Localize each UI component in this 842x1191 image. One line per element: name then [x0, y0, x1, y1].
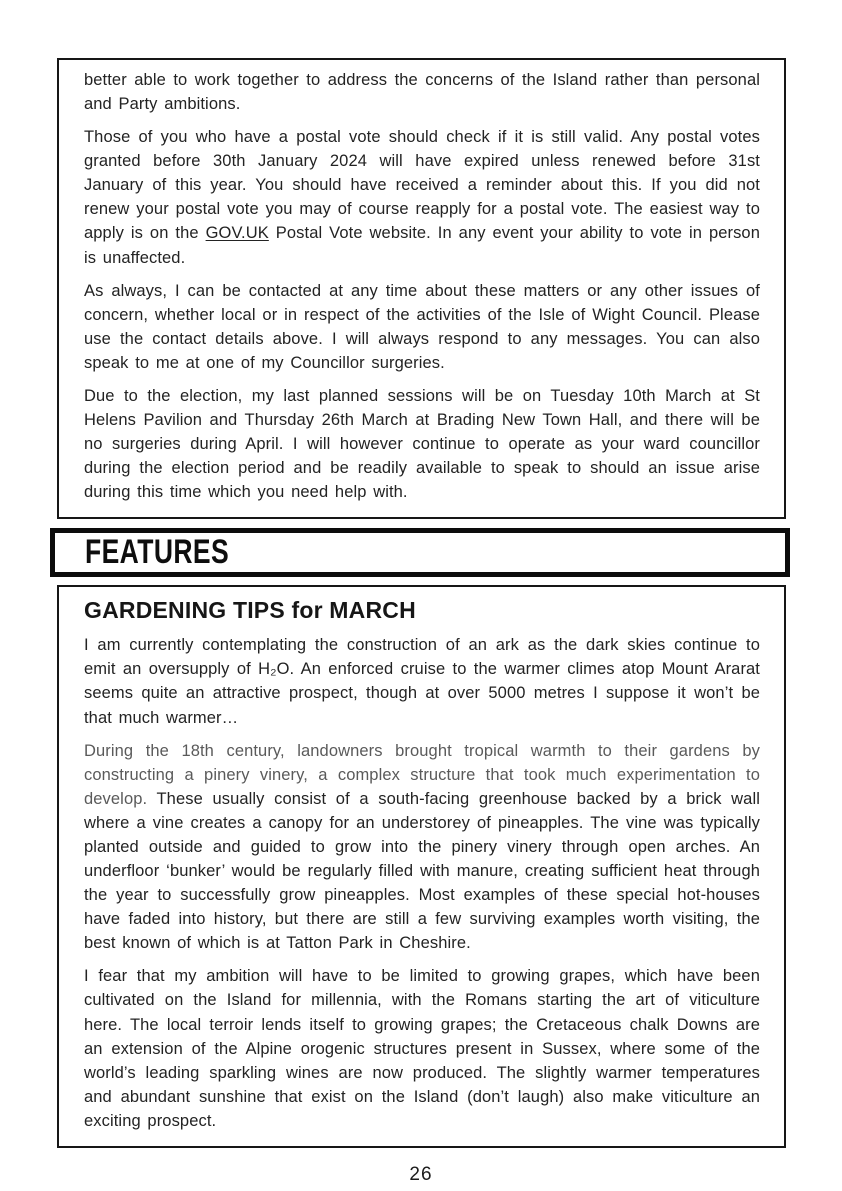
councillor-paragraph-4: Due to the election, my last planned sessions will be on Tuesday 10th March at St Helens Pavilion and Thursday 26th March at Brading New Town Hall, and there will be no surgeries during April. I will however continue to operate as your ward councillor during the election period and be readily available to speak to should an issue arise during this time which you need help with.	[84, 386, 760, 502]
gardening-title: GARDENING TIPS for MARCH	[84, 597, 416, 624]
councillor-update-content	[59, 60, 784, 517]
councillor-update-box	[57, 58, 786, 519]
page-footer	[0, 1164, 842, 1186]
councillor-paragraph-1: better able to work together to address the concerns of the Island rather than personal and Party ambitions.	[84, 71, 760, 114]
councillor-paragraph-3: As always, I can be contacted at any time about these matters or any other issues of concern, whether local or in respect of the activities of the Isle of Wight Council. Please use the contact details above. I will always respond to any messages. You can also speak to me at one of my Councillor surgeries.	[84, 281, 760, 372]
gardening-paragraph-3: I fear that my ambition will have to be limited to growing grapes, which have been cultivated on the Island for millennia, with the Romans starting the art of viticulture here. The local terroir lends itself to growing grapes; the Cretaceous chalk Downs are an extension of the Alpine orogenic structures present in Sussex, where some of the world’s leading sparkling wines are now produced. The slightly warmer temperatures and abundant sunshine that exist on the Island (don’t laugh) also make viticulture an exciting prospect.	[84, 967, 760, 1130]
councillor-paragraph-2	[84, 125, 760, 269]
pinery-vinery-text-gray: During the 18th century, landowners brought tropical warmth to their gardens by constructing a pinery vinery, a complex structure that took much experimentation to develop.	[84, 741, 760, 808]
gardening-paragraph-1: I am currently contemplating the construction of an ark as the dark skies continue to emit an oversupply of H₂O. An enforced cruise to the warmer climes atop Mount Ararat seems quite an attractive prospect, though at over 5000 metres I suppose it won’t be that much warmer…	[84, 636, 760, 727]
features-heading: FEATURES	[85, 533, 230, 572]
gardening-content	[59, 587, 784, 1146]
page-number: 26	[409, 1163, 433, 1185]
gardening-paragraph-2	[84, 739, 760, 956]
pinery-vinery-text-black: These usually consist of a south-facing greenhouse backed by a brick wall where a vine creates a canopy for an understorey of pineapples. The vine was typically planted outside and guided to grow into the pinery vinery through open arches. An underfloor ‘bunker’ would be regularly filled with manure, creating sufficient heat through the year to successfully grow pineapples. Most examples of these special hot-houses have faded into history, but there are still a few surviving examples worth visiting, the best known of which is at Tatton Park in Cheshire.	[84, 789, 760, 953]
govuk-link[interactable]: GOV.UK	[205, 224, 269, 243]
postal-vote-text-pre: Those of you who have a postal vote should check if it is still valid. Any postal votes granted before 30th January 2024 will have expired unless renewed before 31st January of this year. You should have received a reminder about this. If you did not renew your postal vote you may of course reapply for a postal vote. The easiest way to apply is on the	[84, 128, 760, 243]
gardening-box	[57, 585, 786, 1148]
features-banner	[50, 528, 790, 577]
postal-vote-text-post: Postal Vote website. In any event your ability to vote in person is unaffected.	[84, 224, 760, 267]
